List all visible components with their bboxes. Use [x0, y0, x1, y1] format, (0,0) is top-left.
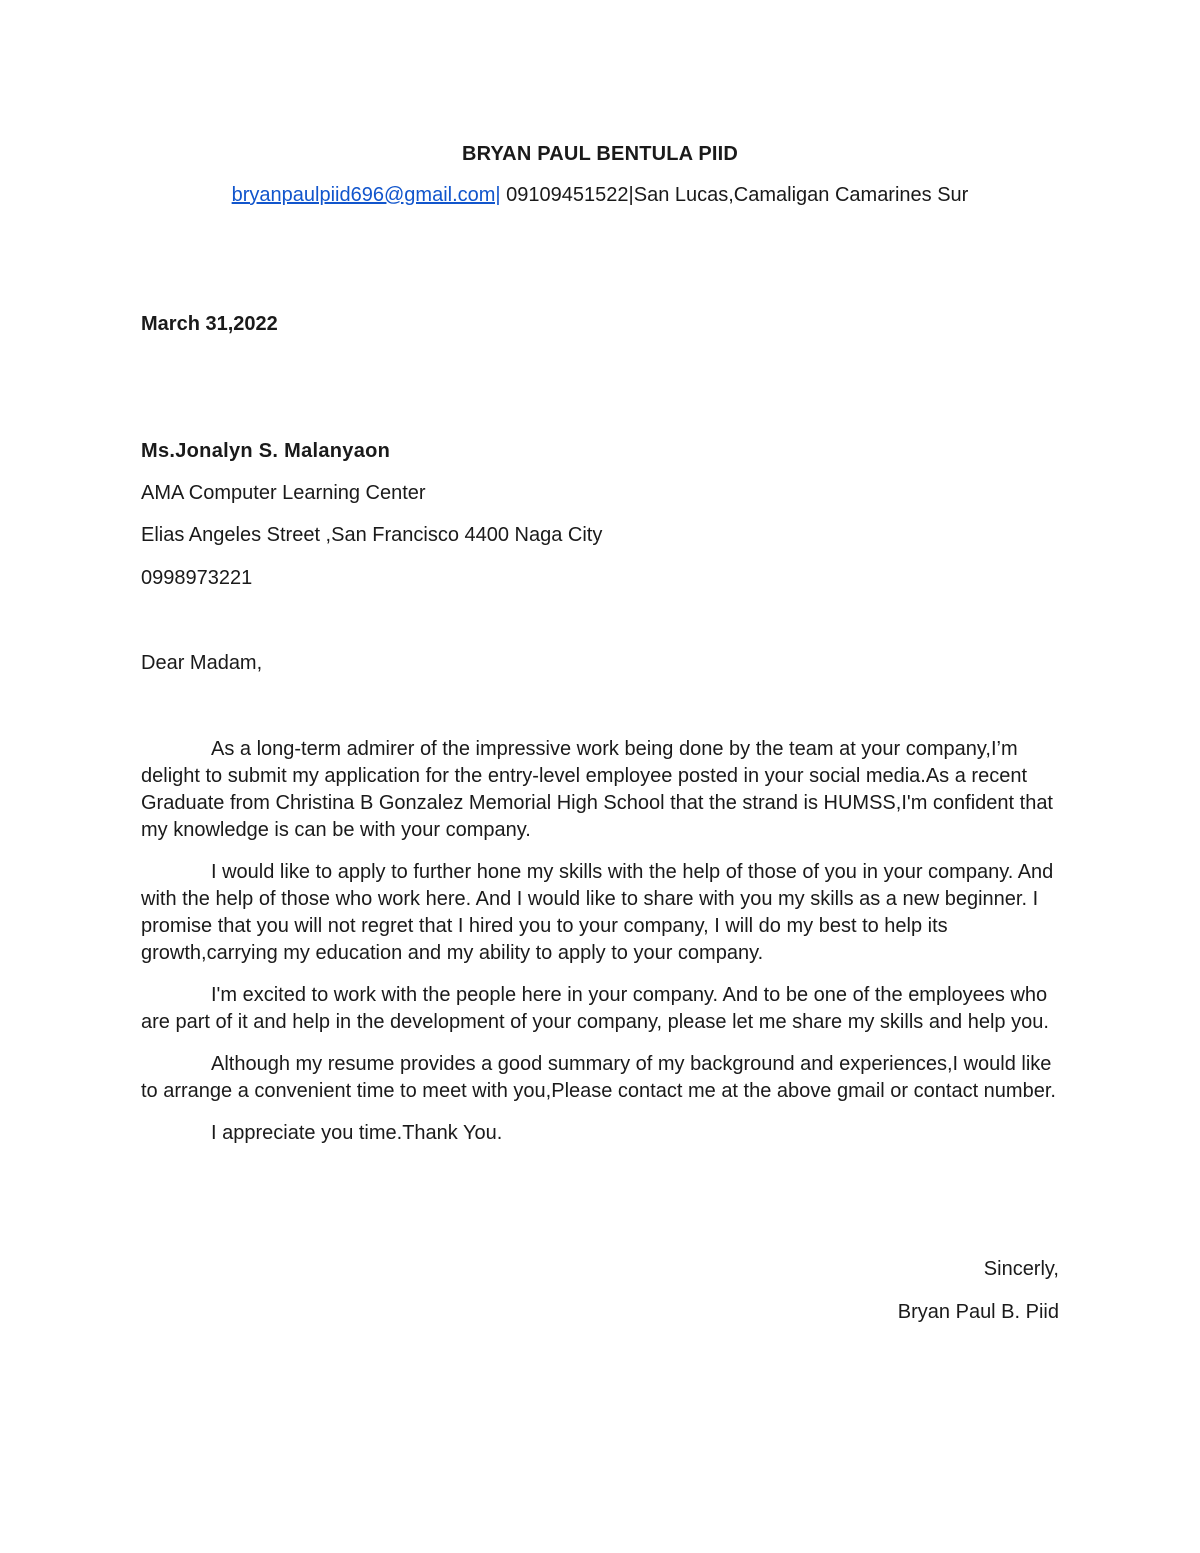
body-paragraph: I would like to apply to further hone my skills with the help of those of you in your company. And with the help of those who work here. And I would like to share with you my skills as a new beginner. I promise that you will not regret that I hired you to your company, I will do my best to help its growth,carrying my education and my ability to apply to your company.	[141, 861, 1054, 964]
email-link[interactable]: bryanpaulpiid696@gmail.com|	[231, 184, 501, 206]
letter-date: March 31,2022	[141, 313, 278, 335]
recipient-name: Ms.Jonalyn S. Malanyaon	[141, 440, 391, 462]
recipient-address: Elias Angeles Street ,San Francisco 4400 Naga City	[141, 524, 603, 546]
closing-signature: Bryan Paul B. Piid	[897, 1301, 1059, 1323]
body-paragraph: I'm excited to work with the people here in your company. And to be one of the employees who are part of it and help in the development of your company, please let me share my skills and help you.	[141, 984, 1049, 1033]
recipient-phone: 0998973221	[141, 567, 253, 589]
letter-body	[141, 736, 1061, 1162]
sender-name: BRYAN PAUL BENTULA PIID	[461, 143, 739, 165]
body-paragraph: As a long-term admirer of the impressive work being done by the team at your company,I’m delight to submit my application for the entry-level employee posted in your social media.As a recent Graduate from Christina B Gonzalez Memorial High School that the strand is HUMSS,I'm confident that my knowledge is can be with your company.	[141, 738, 1053, 841]
body-paragraph: Although my resume provides a good summary of my background and experiences,I would like to arrange a convenient time to meet with you,Please contact me at the above gmail or contact number.	[141, 1053, 1056, 1102]
sender-phone-address: 09109451522|San Lucas,Camaligan Camarines Sur	[500, 184, 969, 206]
closing-sign-off: Sincerly,	[983, 1258, 1059, 1280]
recipient-organization: AMA Computer Learning Center	[141, 482, 426, 504]
sender-contact-line	[0, 184, 1200, 207]
body-paragraph: I appreciate you time.Thank You.	[211, 1122, 503, 1144]
salutation: Dear Madam,	[141, 652, 263, 674]
